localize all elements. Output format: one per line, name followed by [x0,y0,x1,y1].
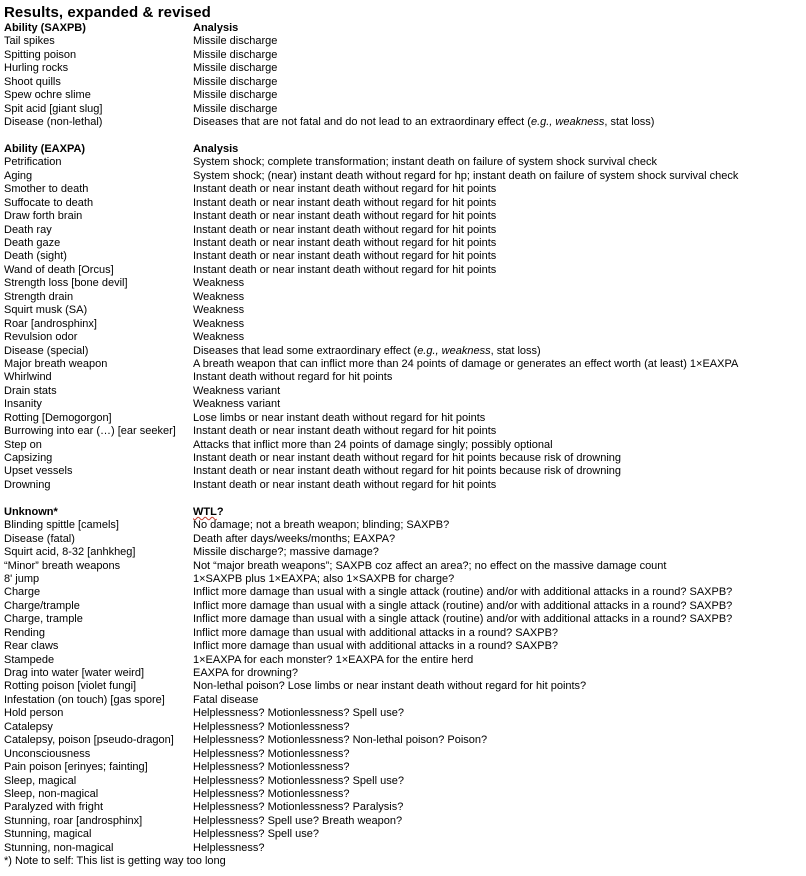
table-row [4,586,804,599]
ability-cell: Rotting [Demogorgon] [4,411,112,424]
analysis-cell: Missile discharge [193,48,278,61]
table-row [4,654,804,667]
ability-cell: Spitting poison [4,48,77,61]
analysis-cell: Helplessness? Spell use? Breath weapon? [193,814,403,827]
page-title: Results, expanded & revised [4,4,211,21]
ability-cell: Death gaze [4,237,61,249]
analysis-cell: Not “major breath weapons”; SAXPB coz affect an area?; no effect on the massive damage count [193,559,667,572]
analysis-cell: Instant death without regard for hit points [193,371,393,384]
ability-cell: Squirt musk (SA) [4,304,88,317]
table-row [4,264,804,277]
ability-cell: Step on [4,438,42,451]
analysis-cell: Instant death or near instant death without regard for hit points [193,223,497,236]
analysis-cell: 1×SAXPB plus 1×EAXPA; also 1×SAXPB for charge? [193,572,455,585]
analysis-cell: Diseases that are not fatal and do not lead to an extraordinary effect (e.g., weakness, stat loss) [193,116,655,129]
table-row [4,439,804,452]
table-row [4,398,804,411]
table-row [4,291,804,304]
ability-cell: Shoot quills [4,75,61,88]
ability-cell: Death (sight) [4,250,67,263]
table-row [4,600,804,613]
table-row [4,761,804,774]
ability-cell: Rotting poison [violet fungi] [4,680,137,693]
ability-cell: Tail spikes [4,35,55,48]
ability-cell: Blinding spittle [camels] [4,519,119,532]
analysis-cell: System shock; complete transformation; instant death on failure of system shock survival check [193,156,658,169]
analysis-cell: Helplessness? Motionlessness? [193,787,350,800]
table-row [4,210,804,223]
ability-cell: Wand of death [Orcus] [4,263,114,276]
analysis-cell: Helplessness? Motionlessness? [193,747,350,760]
analysis-cell: Weakness variant [193,398,281,411]
analysis-cell: Weakness [193,331,245,344]
table-row [4,116,804,129]
analysis-cell: Missile discharge?; massive damage? [193,546,379,559]
ability-cell: Sleep, magical [4,774,77,787]
table-row [4,385,804,398]
analysis-cell: Helplessness? Motionlessness? Non-lethal poison? Poison? [193,734,488,747]
analysis-cell: Helplessness? Motionlessness? [193,761,350,774]
ability-cell: Capsizing [4,452,53,464]
analysis-cell: Weakness [193,290,245,303]
analysis-cell: Instant death or near instant death without regard for hit points [193,210,497,223]
ability-cell: Disease (fatal) [4,532,75,545]
table-row [4,35,804,48]
analysis-cell: System shock; (near) instant death without regard for hp; instant death on failure of system shock survival check [193,169,739,182]
ability-cell: Burrowing into ear (…) [ear seeker] [4,425,176,438]
analysis-cell: 1×EAXPA for each monster? 1×EAXPA for the entire herd [193,653,474,666]
column-header-analysis: WTL? [193,505,224,518]
column-header-ability: Ability (EAXPA) [4,142,86,155]
ability-cell: Strength loss [bone devil] [4,277,128,290]
table-row [4,560,804,573]
ability-cell: Charge/trample [4,599,80,612]
ability-cell: Disease (non-lethal) [4,116,103,129]
ability-cell: Smother to death [4,183,89,196]
ability-cell: Suffocate to death [4,196,94,209]
column-header-analysis: Analysis [193,22,239,34]
table-row [4,801,804,814]
table-row [4,197,804,210]
column-header-ability: Ability (SAXPB) [4,22,86,34]
ability-cell: Strength drain [4,290,74,303]
analysis-cell: Instant death or near instant death without regard for hit points [193,250,497,263]
table-row [4,224,804,237]
ability-cell: Stampede [4,653,55,666]
ability-cell: Stunning, magical [4,828,92,841]
results-table [4,22,804,855]
ability-cell: Stunning, non-magical [4,841,114,854]
ability-cell: Death ray [4,223,52,236]
analysis-cell: Helplessness? [193,841,265,854]
column-header-analysis: Analysis [193,142,239,155]
ability-cell: Draw forth brain [4,210,83,223]
column-header-ability: Unknown* [4,505,58,518]
table-row [4,667,804,680]
analysis-cell: Helplessness? Spell use? [193,828,319,841]
ability-cell: Pain poison [erinyes; fainting] [4,761,148,774]
table-row [4,62,804,75]
table-row [4,331,804,344]
table-row [4,775,804,788]
analysis-cell: Inflict more damage than usual with a single attack (routine) and/or with additional attacks in a round? SAXPB? [193,599,733,612]
ability-cell: Drain stats [4,384,57,397]
table-row [4,358,804,371]
table-row [4,250,804,263]
analysis-cell: Instant death or near instant death without regard for hit points because risk of drowning [193,465,622,478]
analysis-cell: Lose limbs or near instant death without regard for hit points [193,411,486,424]
ability-cell: Sleep, non-magical [4,787,99,800]
table-row [4,49,804,62]
analysis-cell: Helplessness? Motionlessness? Spell use? [193,707,404,720]
section-spacer [4,130,804,143]
analysis-cell: Instant death or near instant death without regard for hit points because risk of drowning [193,452,622,464]
analysis-cell: Non-lethal poison? Lose limbs or near instant death without regard for hit points? [193,680,587,693]
section-spacer [4,492,804,505]
table-row [4,546,804,559]
ability-cell: Roar [androsphinx] [4,317,97,330]
ability-cell: Aging [4,169,33,182]
ability-cell: Rending [4,626,45,639]
ability-cell: Revulsion odor [4,331,78,344]
analysis-cell: Instant death or near instant death without regard for hit points [193,425,497,438]
table-row [4,707,804,720]
ability-cell: Drowning [4,478,51,491]
analysis-cell: Instant death or near instant death without regard for hit points [193,478,497,491]
table-row [4,613,804,626]
document-page [4,4,804,869]
analysis-cell: Instant death or near instant death without regard for hit points [193,183,497,196]
ability-cell: Drag into water [water weird] [4,667,144,679]
ability-cell: Spit acid [giant slug] [4,102,103,115]
ability-cell: Upset vessels [4,465,73,478]
section-header [4,506,804,519]
table-row [4,734,804,747]
ability-cell: Disease (special) [4,344,89,357]
ability-cell: 8' jump [4,572,40,585]
analysis-cell: Weakness [193,317,245,330]
analysis-cell: Helplessness? Motionlessness? [193,720,350,733]
table-row [4,170,804,183]
table-row [4,479,804,492]
ability-cell: “Minor” breath weapons [4,559,121,572]
analysis-cell: Fatal disease [193,693,259,706]
table-row [4,237,804,250]
analysis-cell: Inflict more damage than usual with additional attacks in a round? SAXPB? [193,626,559,639]
analysis-cell: Death after days/weeks/months; EAXPA? [193,532,396,545]
table-row [4,815,804,828]
table-row [4,680,804,693]
analysis-cell: Instant death or near instant death without regard for hit points [193,196,497,209]
ability-cell: Major breath weapon [4,357,108,370]
ability-cell: Petrification [4,156,62,169]
table-row [4,371,804,384]
table-row [4,721,804,734]
ability-cell: Paralyzed with fright [4,801,104,814]
analysis-cell: Missile discharge [193,102,278,115]
analysis-cell: A breath weapon that can inflict more than 24 points of damage or generates an effect worth (at least) 1×EAXPA [193,357,739,370]
analysis-cell: Helplessness? Motionlessness? Spell use? [193,774,404,787]
analysis-cell: Inflict more damage than usual with a single attack (routine) and/or with additional attacks in a round? SAXPB? [193,586,733,599]
table-row [4,452,804,465]
table-row [4,76,804,89]
table-row [4,828,804,841]
ability-cell: Hold person [4,707,64,720]
section-header [4,22,804,35]
table-row [4,748,804,761]
ability-cell: Rear claws [4,640,59,653]
table-row [4,640,804,653]
ability-cell: Catalepsy, poison [pseudo-dragon] [4,734,174,747]
analysis-cell: Missile discharge [193,89,278,102]
analysis-cell: EAXPA for drowning? [193,667,298,679]
table-row [4,89,804,102]
analysis-cell: Missile discharge [193,35,278,48]
analysis-cell: Helplessness? Motionlessness? Paralysis? [193,801,404,814]
table-row [4,156,804,169]
analysis-cell: Inflict more damage than usual with additional attacks in a round? SAXPB? [193,640,559,653]
table-row [4,412,804,425]
ability-cell: Stunning, roar [androsphinx] [4,814,143,827]
ability-cell: Squirt acid, 8-32 [anhkheg] [4,546,136,559]
section-header [4,143,804,156]
ability-cell: Charge [4,586,41,599]
analysis-cell: Weakness [193,277,245,290]
ability-cell: Insanity [4,398,42,411]
ability-cell: Infestation (on touch) [gas spore] [4,693,165,706]
table-row [4,788,804,801]
table-row [4,304,804,317]
analysis-cell: Instant death or near instant death without regard for hit points [193,263,497,276]
table-row [4,573,804,586]
ability-cell: Catalepsy [4,720,53,733]
ability-cell: Unconsciousness [4,747,91,760]
table-row [4,318,804,331]
table-row [4,694,804,707]
table-row [4,842,804,855]
table-row [4,627,804,640]
table-row [4,345,804,358]
ability-cell: Spew ochre slime [4,89,91,102]
analysis-cell: No damage; not a breath weapon; blinding; SAXPB? [193,519,450,532]
ability-cell: Charge, trample [4,613,83,626]
ability-cell: Hurling rocks [4,62,69,75]
analysis-cell: Weakness variant [193,384,281,397]
analysis-cell: Missile discharge [193,62,278,75]
table-row [4,103,804,116]
analysis-cell: Inflict more damage than usual with a single attack (routine) and/or with additional attacks in a round? SAXPB? [193,613,733,626]
table-row [4,425,804,438]
analysis-cell: Instant death or near instant death without regard for hit points [193,237,497,249]
table-row [4,183,804,196]
table-row [4,465,804,478]
table-row [4,519,804,532]
analysis-cell: Diseases that lead some extraordinary effect (e.g., weakness, stat loss) [193,344,541,357]
analysis-cell: Missile discharge [193,75,278,88]
table-row [4,533,804,546]
footnote: *) Note to self: This list is getting way too long [4,855,226,868]
spellcheck-underline: WTL [193,505,217,518]
table-row [4,277,804,290]
analysis-cell: Weakness [193,304,245,317]
ability-cell: Whirlwind [4,371,52,384]
analysis-cell: Attacks that inflict more than 24 points of damage singly; possibly optional [193,438,553,451]
